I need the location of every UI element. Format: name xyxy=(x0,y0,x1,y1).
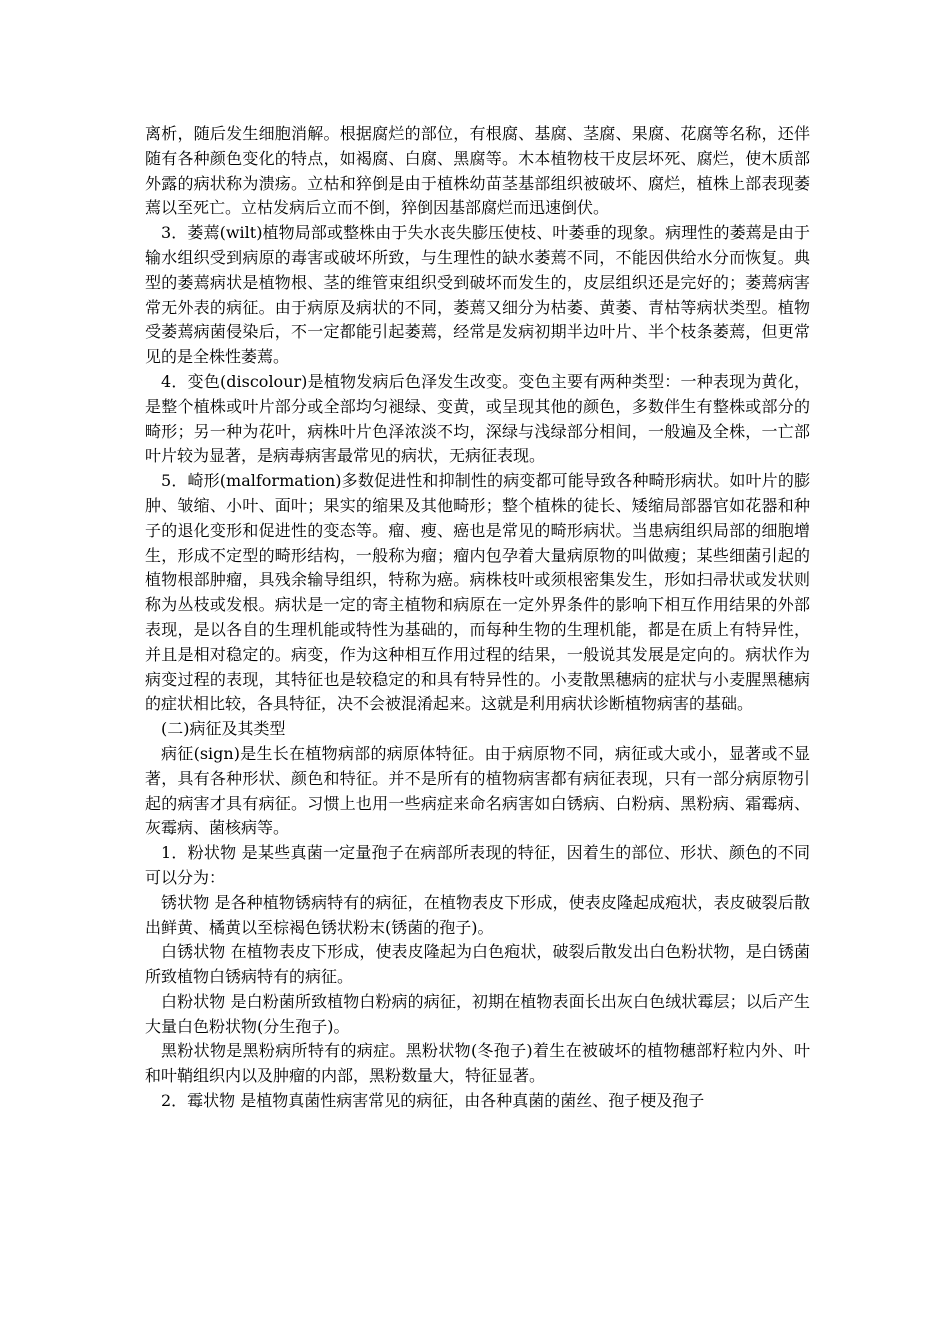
paragraph-rot-continuation: 离析，随后发生细胞消解。根据腐烂的部位，有根腐、基腐、茎腐、果腐、花腐等名称，还伴随有各种颜色变化的特点，如褐腐、白腐、黑腐等。木本植物枝干皮层坏死、腐烂，使木质部外露的病状称为溃疡。立枯和猝倒是由于植株幼苗茎基部组织被破坏、腐烂，植株上部表现萎蔫以至死亡。立枯发病后立而不倒，猝倒因基部腐烂而迅速倒伏。 xyxy=(145,124,810,218)
paragraph-smut-substance: 黑粉状物是黑粉病所特有的病症。黑粉状物(冬孢子)着生在被破坏的植物穗部籽粒内外、叶和叶鞘组织内以及肿瘤的内部，黑粉数量大，特征显著。 xyxy=(145,1041,810,1086)
paragraph-powdery-mildew-substance: 白粉状物 是白粉菌所致植物白粉病的病征，初期在植物表面长出灰白色绒状霉层；以后产生大量白色粉状物(分生孢子)。 xyxy=(145,991,810,1036)
paragraph-sign-definition: 病征(sign)是生长在植物病部的病原体特征。由于病原物不同，病征或大或小，显著或不显著，具有各种形状、颜色和特征。并不是所有的植物病害都有病征表现，只有一部分病原物引起的病害才具有病征。习惯上也用一些病症来命名病害如白锈病、白粉病、黑粉病、霜霉病、灰霉病、菌核病等。 xyxy=(145,743,810,838)
paragraph-white-rust-substance: 白锈状物 在植物表皮下形成，使表皮隆起为白色疱状，破裂后散发出白色粉状物，是白锈菌所致植物白锈病特有的病征。 xyxy=(145,942,810,987)
paragraph-mold-substance: 2．霉状物 是植物真菌性病害常见的病征，由各种真菌的菌丝、孢子梗及孢子 xyxy=(161,1091,705,1111)
paragraph-malformation: 5．崎形(malformation)多数促进性和抑制性的病变都可能导致各种畸形病状。如叶片的膨肿、皱缩、小叶、面叶；果实的缩果及其他畸形；整个植株的徒长、矮缩局部器官如花器和种子的退化变形和促进性的变态等。瘤、瘦、癌也是常见的畸形病状。当患病组织局部的细胞增生，形成不定型的畸形结构，一般称为瘤；瘤内包孕着大量病原物的叫做瘦；某些细菌引起的植物根部肿瘤，具残余输导组织，特称为癌。病株枝叶或须根密集发生，形如扫帚状或发状则称为丛枝或发根。病状是一定的寄主植物和病原在一定外界条件的影响下相互作用结果的外部表现，是以各自的生理机能或特性为基础的，而每种生物的生理机能，都是在质上有特异性，并且是相对稳定的。病变，作为这种相互作用过程的结果，一般说其发展是定向的。病状作为病变过程的表现，其特征也是较稳定的和具有特异性的。小麦散黑穗病的症状与小麦腥黑穗病的症状相比较，各具特征，决不会被混淆起来。这就是利用病状诊断植物病害的基础。 xyxy=(145,471,810,714)
paragraph-wilt: 3．萎蔫(wilt)植物局部或整株由于失水丧失膨压使枝、叶萎垂的现象。病理性的萎蔫是由于输水组织受到病原的毒害或破坏所致，与生理性的缺水萎蔫不同，不能因供给水分而恢复。典型的萎蔫病状是植物根、茎的维管束组织受到破坏而发生的，皮层组织还是完好的；萎蔫病害常无外表的病征。由于病原及病状的不同，萎蔫又细分为枯萎、黄萎、青枯等病状类型。植物受萎蔫病菌侵染后，不一定都能引起萎蔫，经常是发病初期半边叶片、半个枝条萎蔫，但更常见的是全株性萎蔫。 xyxy=(145,223,810,367)
paragraph-powdery-substance: 1．粉状物 是某些真菌一定量孢子在病部所表现的特征，因着生的部位、形状、颜色的不同可以分为： xyxy=(145,843,810,887)
section-heading-signs: (二)病征及其类型 xyxy=(161,719,286,739)
document-page xyxy=(145,122,810,1114)
paragraph-rust-substance: 锈状物 是各种植物锈病特有的病征，在植物表皮下形成，使表皮隆起成疱状，表皮破裂后散出鲜黄、橘黄以至棕褐色锈状粉末(锈菌的孢子)。 xyxy=(145,892,810,937)
paragraph-discolour: 4．变色(discolour)是植物发病后色泽发生改变。变色主要有两种类型：一种表现为黄化，是整个植株或叶片部分或全部均匀褪绿、变黄，或呈现其他的颜色，多数伴生有整株或部分的畸形；另一种为花叶，病株叶片色泽浓淡不均，深绿与浅绿部分相间，一般遍及全株，一亡部叶片较为显著，是病毒病害最常见的病状，无病征表现。 xyxy=(145,371,810,466)
